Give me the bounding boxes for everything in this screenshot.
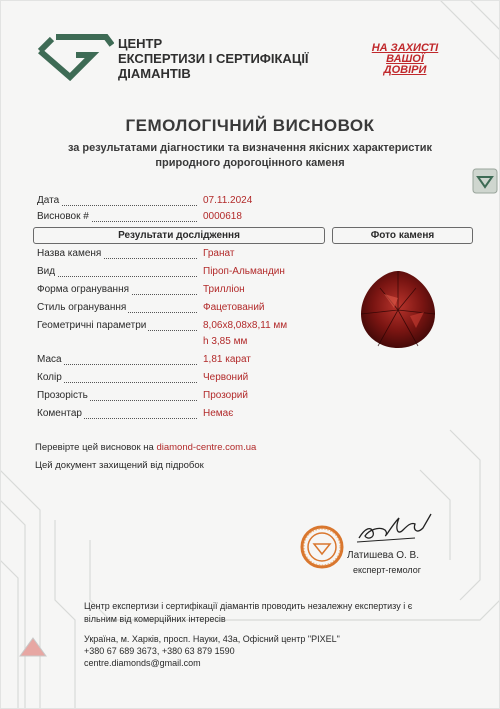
meta-value: 07.11.2024 <box>203 195 253 206</box>
result-row-color <box>37 372 307 386</box>
result-value: Немає <box>203 408 234 419</box>
result-label: Вид <box>37 266 56 277</box>
verify-text: Перевірте цей висновок на <box>35 442 157 453</box>
meta-value: 0000618 <box>203 211 242 222</box>
slogan-line1: НА ЗАХИСТІ <box>371 42 439 54</box>
meta-label: Висновок # <box>37 211 89 222</box>
org-name-line2: ЕКСПЕРТИЗИ І СЕРТИФІКАЦІЇ <box>118 51 309 66</box>
subtitle-line2: природного дорогоцінного каменя <box>155 157 345 169</box>
result-label: Коментар <box>37 408 82 419</box>
corner-triangle-icon <box>18 636 48 660</box>
result-value-height: h 3,85 мм <box>203 336 248 347</box>
org-name-line3: ДІАМАНТІВ <box>118 66 191 81</box>
result-value: Червоний <box>203 372 249 383</box>
slogan-line2: ВАШОЇ <box>386 53 424 65</box>
result-value: Піроп-Альмандин <box>203 266 285 277</box>
result-row-cut-style <box>37 302 307 316</box>
hologram-sticker-icon <box>472 168 498 194</box>
results-section-header: Результати дослідження <box>33 227 325 244</box>
result-value: Гранат <box>203 248 235 259</box>
result-row-mass <box>37 354 307 368</box>
verify-line <box>35 442 256 453</box>
verify-link[interactable]: diamond-centre.com.ua <box>156 442 257 453</box>
org-name-line1: ЦЕНТР <box>118 36 163 51</box>
slogan-line3: ДОВІРИ <box>383 64 427 76</box>
seal-stamp-icon <box>300 525 344 569</box>
email[interactable]: centre.diamonds@gmail.com <box>84 658 201 668</box>
diamond-logo-icon <box>36 33 114 81</box>
result-value: 8,06х8,08х8,11 мм <box>203 320 288 331</box>
document-subtitle <box>20 141 480 171</box>
result-value: 1,81 карат <box>203 354 251 365</box>
result-row-clarity <box>37 390 307 404</box>
result-value: Трилліон <box>203 284 245 295</box>
gemstone-photo <box>358 268 438 352</box>
result-value: Фацетований <box>203 302 265 313</box>
result-label: Прозорість <box>37 390 88 401</box>
organization-name <box>118 36 309 81</box>
result-label: Геометричні параметри <box>37 320 147 331</box>
document-title: ГЕМОЛОГІЧНИЙ ВИСНОВОК <box>125 116 375 135</box>
result-label: Назва каменя <box>37 248 102 259</box>
result-row-dimensions <box>37 320 307 334</box>
result-row-comment <box>37 408 307 422</box>
photo-section-header: Фото каменя <box>332 227 473 244</box>
result-row-species <box>37 266 307 280</box>
signer-name: Латишева О. В. <box>347 550 419 561</box>
independence-statement: Центр експертизи і сертифікації діамантів проводить незалежну експертизу і є вільним від комерційних інтересів <box>84 601 413 624</box>
contact-block <box>84 633 340 669</box>
result-label: Маса <box>37 354 62 365</box>
meta-label: Дата <box>37 195 60 206</box>
result-label: Стиль огранування <box>37 302 127 313</box>
result-label: Форма огранування <box>37 284 130 295</box>
result-row-shape <box>37 284 307 298</box>
meta-row-date <box>37 195 307 209</box>
signature-icon <box>355 508 435 548</box>
protected-notice: Цей документ захищений від підробок <box>35 460 204 471</box>
slogan <box>360 43 450 76</box>
result-value: Прозорий <box>203 390 248 401</box>
result-row-name <box>37 248 307 262</box>
result-row-height <box>37 336 307 350</box>
result-label: Колір <box>37 372 62 383</box>
subtitle-line1: за результатами діагностики та визначення якісних характеристик <box>67 142 433 154</box>
address: Україна, м. Харків, просп. Науки, 43а, Офісний центр "PIXEL" <box>84 634 340 644</box>
meta-row-number <box>37 211 307 225</box>
dotted-leader <box>37 276 197 277</box>
signer-role: експерт-гемолог <box>353 565 422 575</box>
phones: +380 67 689 3673, +380 63 879 1590 <box>84 646 235 656</box>
